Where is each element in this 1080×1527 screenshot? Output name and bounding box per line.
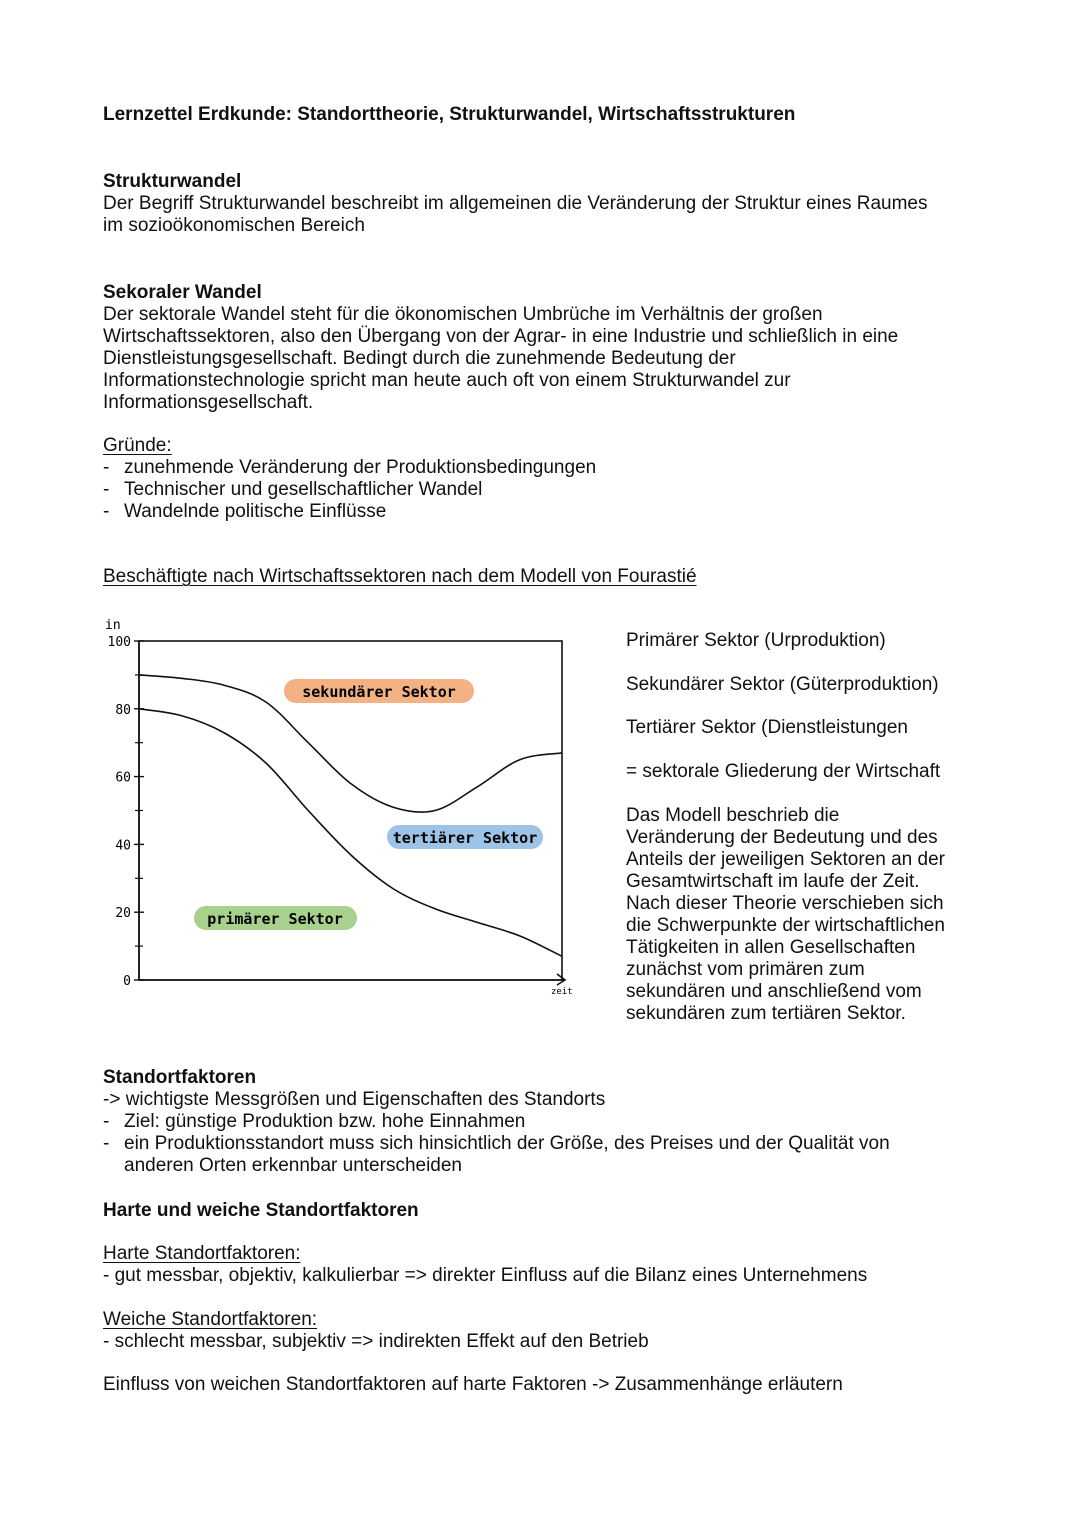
fourastie-heading: Beschäftigte nach Wirtschaftssektoren nach dem Modell von Fourastié (103, 566, 697, 587)
y-tick-label: 60 (115, 770, 131, 786)
tertiary-sector-label (387, 825, 543, 849)
sektoraler-wandel-line: Informationsgesellschaft. (103, 392, 314, 413)
standortfaktoren-heading: Standortfaktoren (103, 1067, 257, 1088)
strukturwandel-heading: Strukturwandel (103, 171, 242, 192)
modell-line: Das Modell beschrieb die (626, 805, 840, 826)
legend-sekundaer: Sekundärer Sektor (Güterproduktion) (626, 674, 939, 695)
gruende-label: Gründe: (103, 435, 172, 456)
standortfaktoren-intro: -> wichtigste Messgrößen und Eigenschaften des Standorts (103, 1089, 606, 1110)
secondary-sector-text: sekundärer Sektor (302, 683, 456, 701)
list-item: - Technischer und gesellschaftlicher Wandel (103, 479, 483, 500)
secondary-sector-label (284, 679, 474, 703)
modell-line: Nach dieser Theorie verschieben sich (626, 893, 944, 914)
harte-label: Harte Standortfaktoren: (103, 1243, 301, 1264)
primary-sector-text: primärer Sektor (207, 910, 343, 928)
einfluss-text: Einfluss von weichen Standortfaktoren auf harte Faktoren -> Zusammenhänge erläutern (103, 1374, 843, 1395)
page-title: Lernzettel Erdkunde: Standorttheorie, Strukturwandel, Wirtschaftsstrukturen (103, 104, 796, 125)
modell-line: Gesamtwirtschaft im laufe der Zeit. (626, 871, 920, 892)
x-axis-label: zeit (551, 987, 573, 997)
sektoraler-wandel-line: Der sektorale Wandel steht für die ökonomischen Umbrüche im Verhältnis der großen (103, 304, 823, 325)
weiche-label: Weiche Standortfaktoren: (103, 1309, 318, 1330)
modell-description (626, 805, 945, 1025)
sektoraler-wandel-line: Dienstleistungsgesellschaft. Bedingt durch die zunehmende Bedeutung der (103, 348, 736, 369)
modell-line: Anteils der jeweiligen Sektoren an der (626, 849, 945, 870)
sektoraler-wandel-heading: Sekoraler Wandel (103, 282, 262, 303)
modell-line: sekundären und anschließend vom (626, 981, 922, 1002)
legend-primaer: Primärer Sektor (Urproduktion) (626, 630, 886, 651)
y-axis-label: in (105, 618, 121, 633)
harte-weiche-heading: Harte und weiche Standortfaktoren (103, 1200, 419, 1221)
sektoraler-wandel-line: Wirtschaftssektoren, also den Übergang von der Agrar- in eine Industrie und schließlich in eine (103, 326, 899, 347)
modell-line: sekundären zum tertiären Sektor. (626, 1003, 906, 1024)
y-tick-label: 20 (115, 906, 131, 922)
y-tick-label: 0 (123, 974, 131, 989)
tertiary-sector-text: tertiärer Sektor (392, 829, 538, 847)
sektoraler-wandel-line: Informationstechnologie spricht man heute auch oft von einem Strukturwandel zur (103, 370, 791, 391)
legend-tertiaer: Tertiärer Sektor (Dienstleistungen (626, 717, 908, 738)
modell-line: Veränderung der Bedeutung und des (626, 827, 938, 848)
modell-line: zunächst vom primären zum (626, 959, 865, 980)
strukturwandel-line: im sozioökonomischen Bereich (103, 215, 365, 236)
list-item: - zunehmende Veränderung der Produktionsbedingungen (103, 457, 597, 478)
modell-line: Tätigkeiten in allen Gesellschaften (626, 937, 916, 958)
gruende-list (103, 457, 596, 523)
standortfaktoren-list (103, 1111, 890, 1177)
weiche-text: - schlecht messbar, subjektiv => indirekten Effekt auf den Betrieb (103, 1331, 649, 1352)
harte-text: - gut messbar, objektiv, kalkulierbar => direkter Einfluss auf die Bilanz eines Unternehmens (103, 1265, 868, 1286)
list-item: - Ziel: günstige Produktion bzw. hohe Einnahmen (103, 1111, 526, 1132)
list-item: - Wandelnde politische Einflüsse (103, 501, 387, 522)
y-tick-label: 80 (115, 702, 131, 718)
fourastie-chart (95, 612, 585, 1002)
modell-line: die Schwerpunkte der wirtschaftlichen (626, 915, 945, 936)
legend-gliederung: = sektorale Gliederung der Wirtschaft (626, 761, 941, 782)
primary-sector-label (194, 906, 357, 930)
y-tick-label: 100 (107, 635, 131, 650)
strukturwandel-line: Der Begriff Strukturwandel beschreibt im allgemeinen die Veränderung der Struktur eines Raumes (103, 193, 928, 214)
list-item: - ein Produktionsstandort muss sich hinsichtlich der Größe, des Preises und der Qualität von anderen Orten erkennbar unterscheiden (103, 1133, 890, 1176)
y-tick-label: 40 (115, 838, 131, 854)
